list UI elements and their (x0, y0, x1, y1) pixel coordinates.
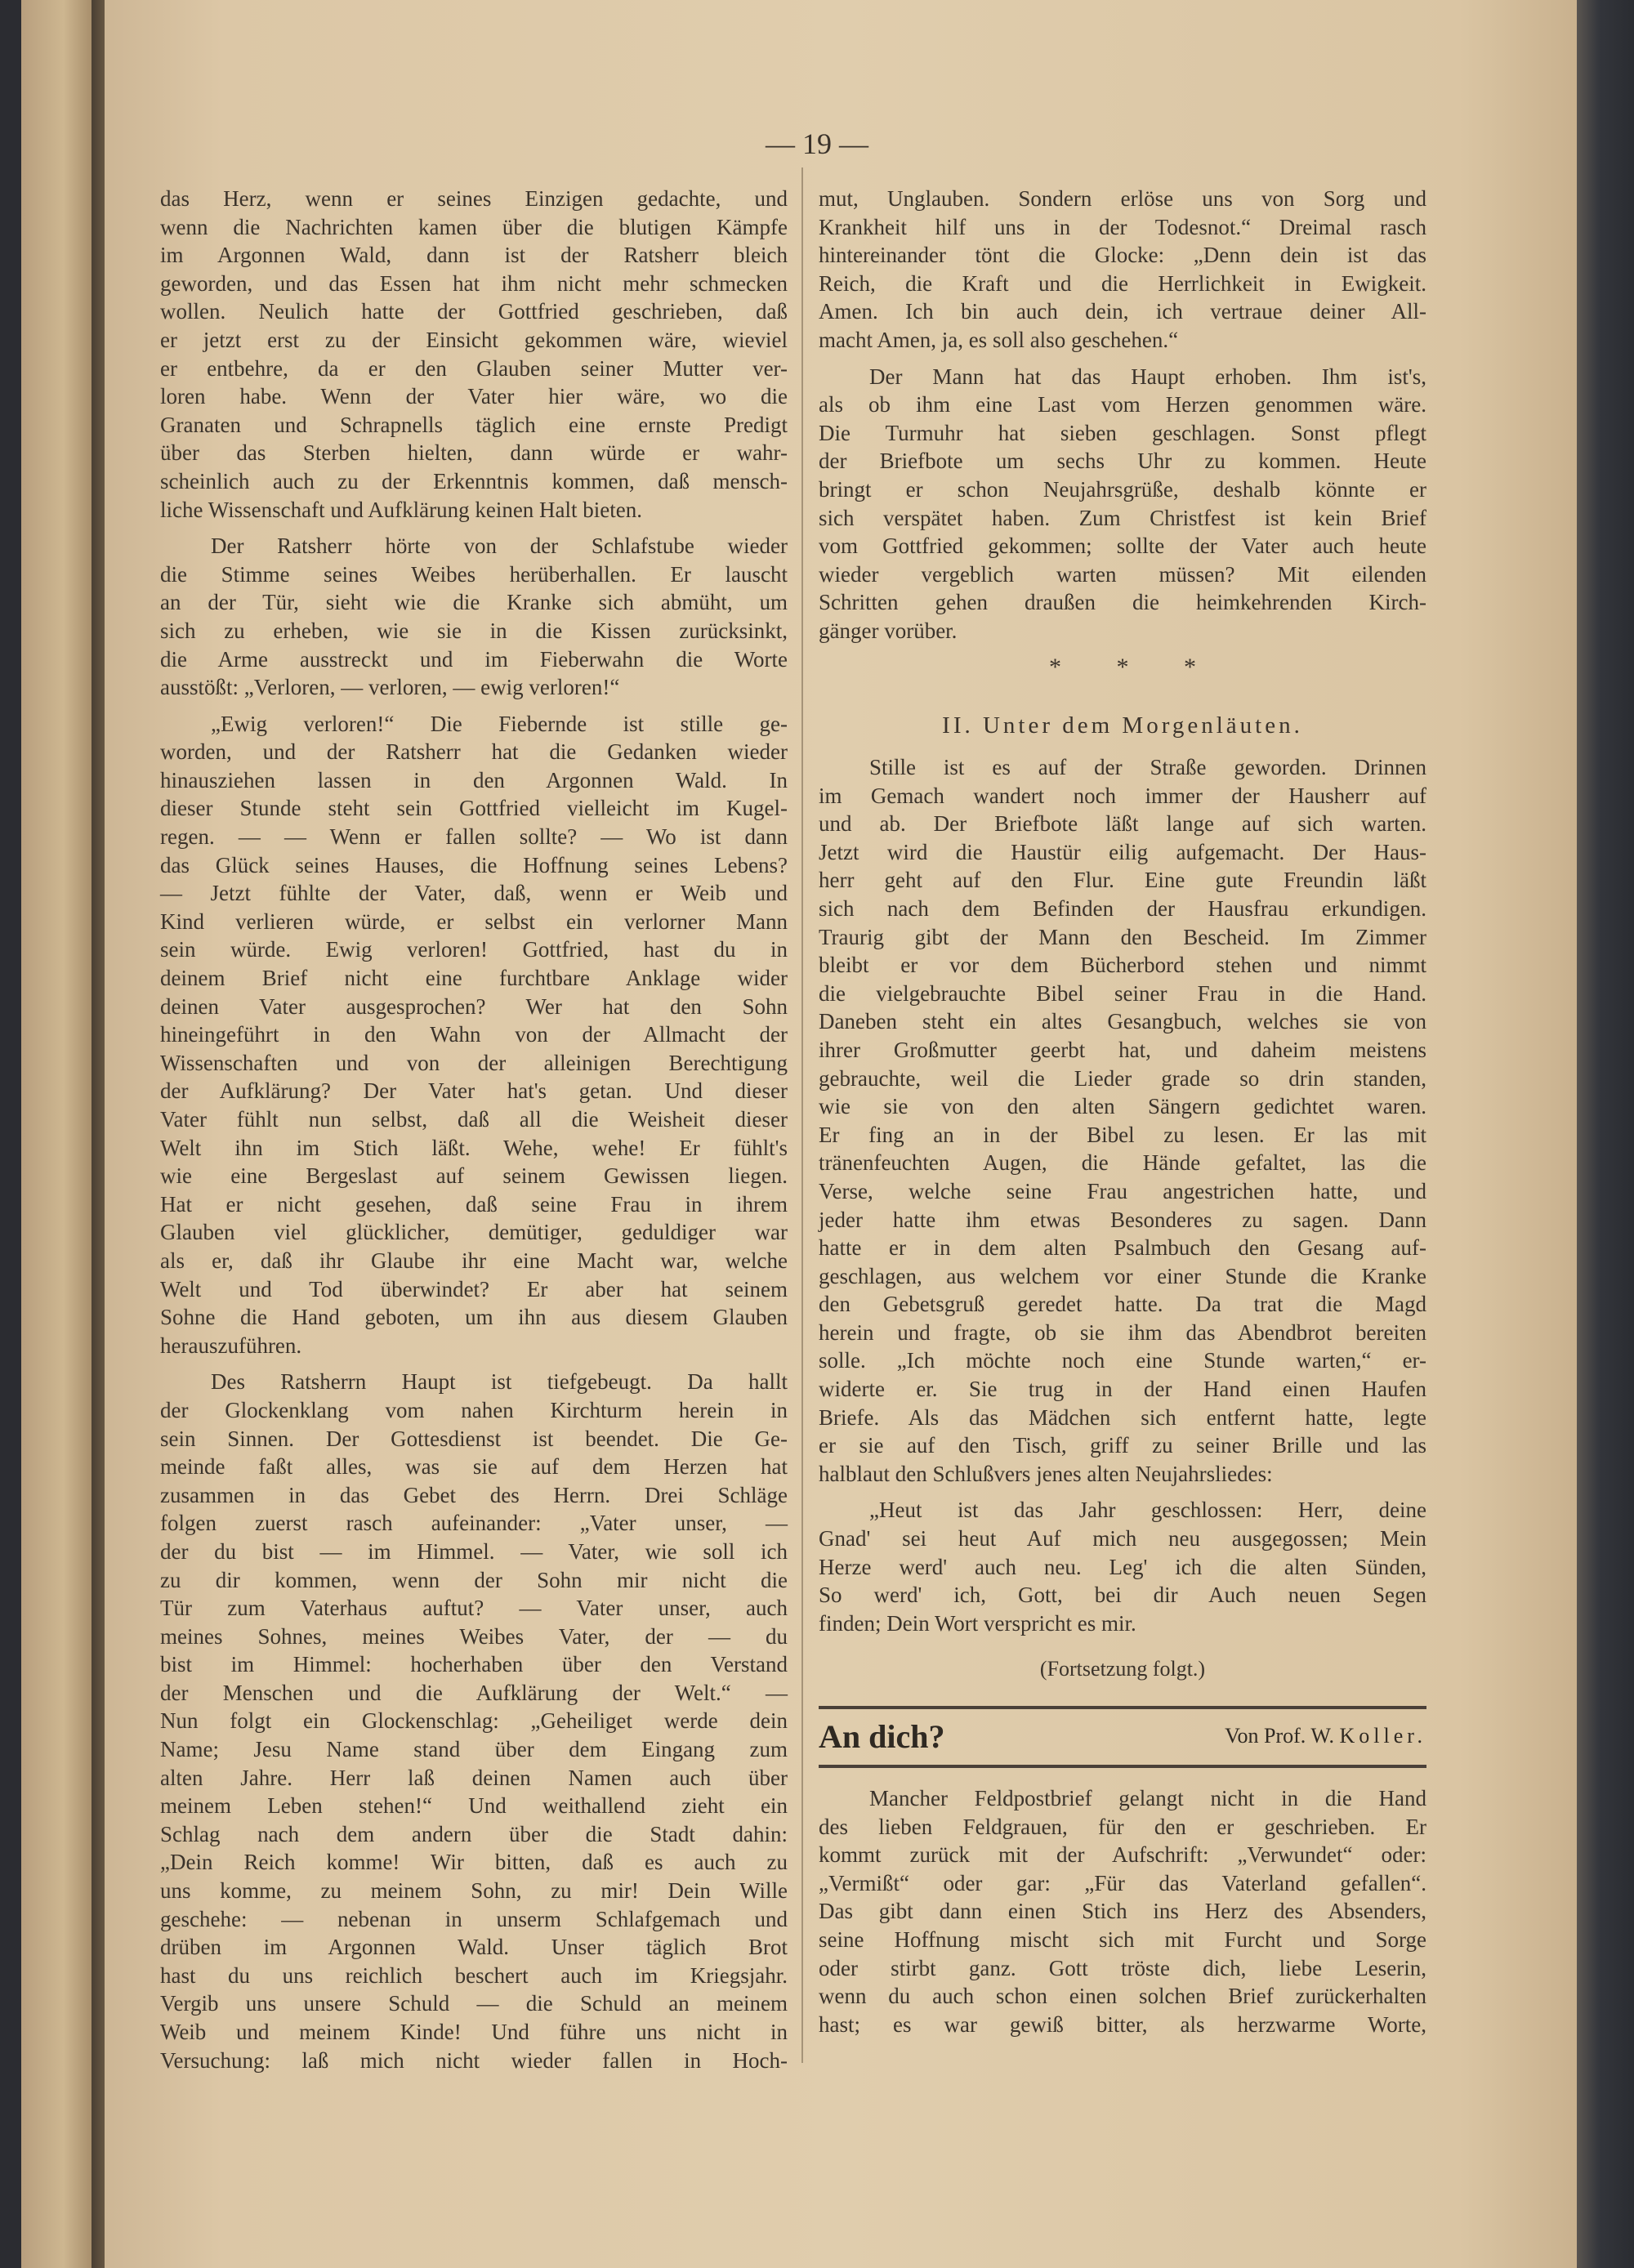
text-line: Traurig gibt der Mann den Bescheid. Im Zimmer (819, 924, 1426, 949)
text-line: Name; Jesu Name stand über dem Eingang zum (160, 1737, 788, 1762)
text-line: wie sie von den alten Sängern gedichtet waren. (819, 1094, 1426, 1119)
text-line: bringt er schon Neujahrsgrüße, deshalb könnte er (819, 476, 1426, 502)
text-line: Der Mann hat das Haupt erhoben. Ihm ist's, (869, 364, 1426, 389)
text-line: der Aufklärung? Der Vater hat's getan. Und dieser (160, 1078, 788, 1104)
text-line: hinausziehen lassen in den Argonnen Wald. In (160, 767, 788, 792)
text-line: hintereinander tönt die Glocke: „Denn dein ist das (819, 243, 1426, 268)
text-line: Glauben viel glücklicher, demütiger, geduldiger war (160, 1220, 788, 1245)
text-line: sich zu erheben, wie sie in die Kissen zurücksinkt, (160, 618, 788, 643)
text-line: als ob ihm eine Last vom Herzen genommen wäre. (819, 392, 1426, 417)
text-line: Amen. Ich bin auch dein, ich vertraue deiner All- (819, 299, 1426, 324)
right-column-part1 (819, 185, 1426, 654)
right-column-part2 (819, 753, 1426, 1645)
text-line: im Gemach wandert noch immer der Hausherr auf (819, 783, 1426, 808)
article-body (819, 1784, 1426, 2047)
text-line: meinde faßt alles, was sie auf dem Herzen hat (160, 1454, 788, 1480)
paragraph (160, 532, 788, 702)
text-line: den Gebetsgruß geredet hatte. Da trat die Magd (819, 1292, 1426, 1317)
left-column (160, 185, 788, 2083)
text-line: halblaut den Schlußvers jenes alten Neujahrsliedes: (819, 1461, 1273, 1486)
text-line: mut, Unglauben. Sondern erlöse uns von Sorg und (819, 186, 1426, 211)
byline-prefix: Von Prof. W. (1225, 1724, 1334, 1748)
paragraph (819, 1496, 1426, 1637)
paragraph (819, 363, 1426, 645)
text-line: hatte er in dem alten Psalmbuch den Gesang auf- (819, 1235, 1426, 1261)
text-line: Vater fühlt nun selbst, daß all die Weisheit dieser (160, 1107, 788, 1132)
text-line: uns komme, zu meinem Sohn, zu mir! Dein Wille (160, 1878, 788, 1904)
text-line: Mancher Feldpostbrief gelangt nicht in die Hand (869, 1786, 1426, 1810)
text-line: worden, und der Ratsherr hat die Gedanken wieder (160, 739, 788, 765)
text-line: Kind verlieren würde, er selbst ein verlorner Mann (160, 909, 788, 934)
text-line: er sie auf den Tisch, griff zu seiner Brille und las (819, 1433, 1426, 1458)
text-line: Schlag nach dem andern über die Stadt dahin: (160, 1821, 788, 1846)
text-line: sich nach dem Befinden der Hausfrau erkundigen. (819, 895, 1426, 921)
text-line: sein Sinnen. Der Gottesdienst ist beendet. Die Ge- (160, 1426, 788, 1451)
text-line: finden; Dein Wort verspricht es mir. (819, 1610, 1136, 1636)
text-line: bist im Himmel: hocherhaben über den Verstand (160, 1652, 788, 1677)
text-line: macht Amen, ja, es soll also geschehen.“ (819, 327, 1179, 352)
text-line: meinem Leben stehen!“ Und weithallend zieht ein (160, 1793, 788, 1819)
text-line: oder stirbt ganz. Gott tröste dich, liebe Leserin, (819, 1955, 1426, 1980)
text-line: des lieben Feldgrauen, für den er geschrieben. Er (819, 1814, 1426, 1839)
text-line: als er, daß ihr Glaube ihr eine Macht war, welche (160, 1248, 788, 1273)
text-line: liche Wissenschaft und Aufklärung keinen Halt bieten. (160, 497, 643, 522)
text-line: ausstößt: „Verloren, — verloren, — ewig verloren!“ (160, 675, 620, 700)
text-line: zusammen in das Gebet des Herrn. Drei Schläge (160, 1482, 788, 1507)
text-line: loren habe. Wenn der Vater hier wäre, wo die (160, 384, 788, 409)
paragraph (819, 753, 1426, 1488)
rule-top (819, 1706, 1426, 1709)
text-line: Daneben steht ein altes Gesangbuch, welches sie von (819, 1009, 1426, 1034)
text-line: Versuchung: laß mich nicht wieder fallen in Hoch- (160, 2047, 788, 2073)
text-line: Sohne die Hand geboten, um ihn aus diesem Glauben (160, 1305, 788, 1330)
text-line: das Herz, wenn er seines Einzigen gedachte, und (160, 186, 788, 211)
text-line: Das gibt dann einen Stich ins Herz des Absenders, (819, 1899, 1426, 1924)
text-line: und ab. Der Briefbote läßt lange auf sich warten. (819, 811, 1426, 837)
paragraph (819, 1784, 1426, 2038)
text-line: er jetzt erst zu der Einsicht gekommen wäre, wieviel (160, 327, 788, 352)
text-line: regen. — — Wenn er fallen sollte? — Wo ist dann (160, 824, 788, 850)
text-line: die Arme ausstreckt und im Fieberwahn die Worte (160, 646, 788, 672)
section-separator: * * * (1049, 654, 1196, 681)
text-line: wie eine Bergeslast auf seinem Gewissen liegen. (160, 1163, 788, 1189)
section-heading: II. Unter dem Morgenläuten. (942, 712, 1303, 739)
text-line: „Vermißt“ oder gar: „Für das Vaterland gefallen“. (819, 1870, 1426, 1895)
page-number: — 19 — (766, 127, 868, 160)
paragraph (160, 710, 788, 1360)
paragraph (819, 185, 1426, 355)
paragraph (160, 185, 788, 524)
text-line: gänger vorüber. (819, 618, 958, 643)
text-line: der du bist — im Himmel. — Vater, wie soll ich (160, 1538, 788, 1564)
article-byline (1225, 1724, 1426, 1748)
text-line: geworden, und das Essen hat ihm nicht mehr schmecken (160, 270, 788, 296)
text-line: widerte er. Sie trug in der Hand einen Haufen (819, 1377, 1426, 1402)
text-line: „Ewig verloren!“ Die Fiebernde ist stille ge- (211, 711, 788, 736)
text-line: folgen zuerst rasch aufeinander: „Vater unser, — (160, 1511, 788, 1536)
text-line: So werd' ich, Gott, bei dir Auch neuen Segen (819, 1583, 1426, 1608)
text-line: seine Hoffnung mischt sich mit Furcht und Sorge (819, 1926, 1426, 1952)
text-line: der Briefbote um sechs Uhr zu kommen. Heute (819, 449, 1426, 474)
text-line: wenn du auch schon einen solchen Brief zurückerhalten (819, 1984, 1426, 2009)
text-line: hast; es war gewiß bitter, als herzwarme Worte, (819, 2011, 1426, 2037)
text-line: vom Gottfried gekommen; sollte der Vater auch heute (819, 534, 1426, 559)
text-line: Wissenschaften und von der alleinigen Berechtigung (160, 1050, 788, 1075)
text-line: geschehe: — nebenan in unserm Schlafgemach und (160, 1906, 788, 1931)
text-line: zu dir kommen, wenn der Sohn mir nicht die (160, 1567, 788, 1592)
text-line: das Glück seines Hauses, die Hoffnung seines Lebens? (160, 852, 788, 877)
article-header (819, 1716, 1426, 1757)
rule-bottom (819, 1765, 1426, 1768)
text-line: herauszuführen. (160, 1333, 302, 1358)
text-line: Hat er nicht gesehen, daß seine Frau in ihrem (160, 1191, 788, 1217)
text-line: geschlagen, aus welchem vor einer Stunde die Kranke (819, 1263, 1426, 1288)
text-line: Welt ihn im Stich läßt. Wehe, wehe! Er fühlt's (160, 1135, 788, 1160)
text-line: die vielgebrauchte Bibel seiner Frau in die Hand. (819, 980, 1426, 1006)
text-line: herr geht auf den Flur. Eine gute Freundin läßt (819, 868, 1426, 893)
text-line: die Stimme seines Weibes herüberhallen. Er lauscht (160, 561, 788, 587)
text-line: er entbehre, da er den Glauben seiner Mutter ver- (160, 355, 788, 381)
text-line: Die Turmuhr hat sieben geschlagen. Sonst pflegt (819, 420, 1426, 445)
text-line: Stille ist es auf der Straße geworden. Drinnen (869, 755, 1426, 779)
text-line: der Menschen und die Aufklärung der Welt.“ — (160, 1680, 788, 1705)
text-line: Des Ratsherrn Haupt ist tiefgebeugt. Da hallt (211, 1369, 788, 1395)
text-line: alten Jahre. Herr laß deinen Namen auch über (160, 1765, 788, 1790)
text-line: wollen. Neulich hatte der Gottfried geschrieben, daß (160, 299, 788, 324)
text-line: an der Tür, sieht wie die Kranke sich abmüht, um (160, 590, 788, 615)
text-line: der Glockenklang vom nahen Kirchturm herein in (160, 1397, 788, 1422)
text-line: deinem Brief nicht eine furchtbare Anklage wider (160, 966, 788, 991)
text-line: Er fing an in der Bibel zu lesen. Er las mit (819, 1122, 1426, 1147)
text-line: dieser Stunde steht sein Gottfried vielleicht im Kugel- (160, 796, 788, 821)
text-line: „Dein Reich komme! Wir bitten, daß es auch zu (160, 1850, 788, 1875)
text-line: hast du uns reichlich beschert auch im Kriegsjahr. (160, 1962, 788, 1988)
text-line: Schritten gehen draußen die heimkehrenden Kirch- (819, 590, 1426, 615)
text-line: deinen Vater ausgesprochen? Wer hat den Sohn (160, 993, 788, 1019)
text-line: Granaten und Schrapnells täglich eine ernste Predigt (160, 412, 788, 437)
text-line: Reich, die Kraft und die Herrlichkeit in Ewigkeit. (819, 270, 1426, 296)
text-line: drüben im Argonnen Wald. Unser täglich Brot (160, 1935, 788, 1960)
text-line: Gnad' sei heut Auf mich neu ausgegossen; Mein (819, 1526, 1426, 1551)
text-line: Jetzt wird die Haustür eilig aufgemacht. Der Haus- (819, 839, 1426, 864)
text-line: sein würde. Ewig verloren! Gottfried, hast du in (160, 937, 788, 962)
text-line: gebrauchte, weil die Lieder grade so drin standen, (819, 1065, 1426, 1091)
text-line: jeder hatte ihm etwas Besonderes zu sagen. Dann (819, 1207, 1426, 1232)
text-line: Welt und Tod überwindet? Er aber hat seinem (160, 1276, 788, 1301)
text-line: solle. „Ich möchte noch eine Stunde warten,“ er- (819, 1348, 1426, 1373)
text-line: Verse, welche seine Frau angestrichen hatte, und (819, 1178, 1426, 1203)
previous-page-edge (21, 0, 92, 2268)
text-line: „Heut ist das Jahr geschlossen: Herr, deine (869, 1498, 1426, 1523)
text-line: bleibt er vor dem Bücherbord stehen und nimmt (819, 953, 1426, 978)
paragraph (160, 1368, 788, 2074)
text-line: Weib und meinem Kinde! Und führe uns nicht in (160, 2020, 788, 2044)
text-line: scheinlich auch zu der Erkenntnis kommen, daß mensch- (160, 468, 788, 493)
continuation-note: (Fortsetzung folgt.) (1039, 1657, 1206, 1681)
text-line: sich verspätet haben. Zum Christfest ist kein Brief (819, 505, 1426, 530)
text-line: im Argonnen Wald, dann ist der Ratsherr bleich (160, 243, 788, 268)
column-divider (801, 167, 803, 2063)
text-line: über das Sterben hielten, dann würde er wahr- (160, 440, 788, 466)
text-line: kommt zurück mit der Aufschrift: „Verwundet“ oder: (819, 1842, 1426, 1868)
text-line: Nun folgt ein Glockenschlag: „Geheiliget werde dein (160, 1708, 788, 1734)
text-line: Vergib uns unsere Schuld — die Schuld an meinem (160, 1991, 788, 2016)
article-title: An dich? (819, 1717, 945, 1755)
text-line: meines Sohnes, meines Weibes Vater, der — du (160, 1623, 788, 1649)
text-line: Tür zum Vaterhaus auftut? — Vater unser, auch (160, 1596, 788, 1621)
text-line: Briefe. Als das Mädchen sich entfernt hatte, legte (819, 1404, 1426, 1430)
text-line: ihrer Großmutter geerbt hat, und daheim meistens (819, 1037, 1426, 1062)
text-line: Der Ratsherr hörte von der Schlafstube wieder (211, 534, 788, 559)
byline-author: Koller. (1339, 1724, 1426, 1748)
book-cover-edge (1577, 0, 1634, 2268)
text-line: hineingeführt in den Wahn von der Allmacht der (160, 1022, 788, 1047)
text-line: — Jetzt fühlte der Vater, daß, wenn er Weib und (160, 881, 788, 906)
text-line: wenn die Nachrichten kamen über die blutigen Kämpfe (160, 214, 788, 239)
text-line: herein und fragte, ob sie ihm das Abendbrot bereiten (819, 1319, 1426, 1345)
text-line: tränenfeuchten Augen, die Hände gefaltet, las die (819, 1150, 1426, 1176)
text-line: wieder vergeblich warten müssen? Mit eilenden (819, 561, 1426, 587)
text-line: Herze werd' auch neu. Leg' ich die alten Sünden, (819, 1554, 1426, 1579)
text-line: Krankheit hilf uns in der Todesnot.“ Dreimal rasch (819, 214, 1426, 239)
